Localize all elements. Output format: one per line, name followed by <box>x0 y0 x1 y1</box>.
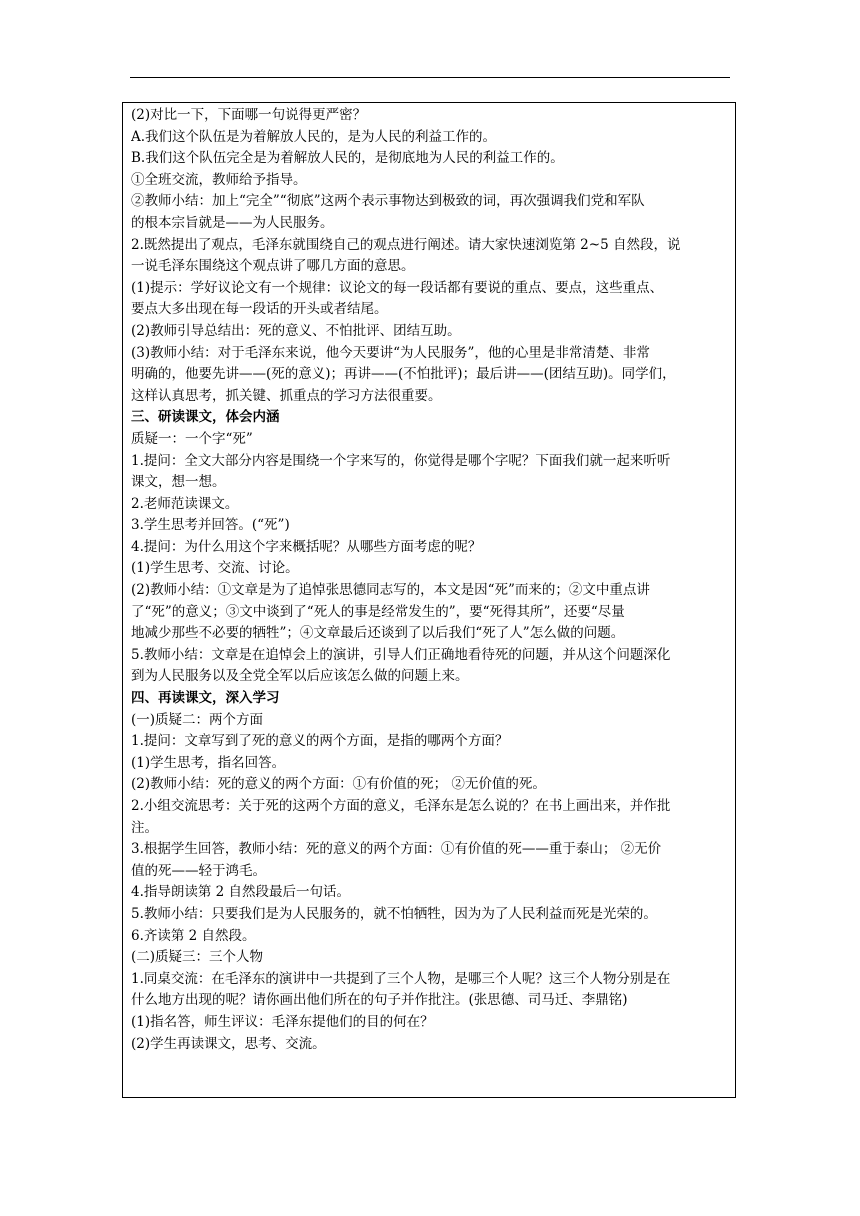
text-line: 课文，想一想。 <box>131 474 226 491</box>
text-line: 2.既然提出了观点，毛泽东就围绕自己的观点进行阐述。请大家快速浏览第 2~5 自然段，说 <box>131 236 681 253</box>
text-line: (二)质疑三：三个人物 <box>131 949 264 966</box>
text-line: (一)质疑二：两个方面 <box>131 711 264 728</box>
text-line: 2.小组交流思考：关于死的这两个方面的意义，毛泽东是怎么说的？在书上画出来，并作批 <box>131 798 671 814</box>
section-heading: 三、研读课文，体会内涵 <box>131 409 280 426</box>
text-line: (1)学生思考、交流、讨论。 <box>131 560 299 577</box>
text-line: (1)指名答，师生评议：毛泽东提他们的目的何在？ <box>131 1013 434 1030</box>
text-line: 3.根据学生回答，教师小结：死的意义的两个方面：①有价值的死——重于泰山； ②无价 <box>131 841 662 858</box>
header-rule <box>130 77 730 78</box>
lesson-plan-table-cell <box>122 102 736 1098</box>
text-line: ①全班交流，教师给予指导。 <box>131 171 307 188</box>
lesson-text <box>131 105 729 1055</box>
text-line: 什么地方出现的呢？请你画出他们所在的句子并作批注。(张思德、司马迁、李鼎铭) <box>131 992 628 1009</box>
text-line: (2)学生再读课文，思考、交流。 <box>131 1035 326 1052</box>
text-line: 值的死——轻于鸿毛。 <box>131 862 266 879</box>
text-line: 5.教师小结：只要我们是为人民服务的，就不怕牺牲，因为为了人民利益而死是光荣的。 <box>131 905 657 922</box>
text-line: ②教师小结：加上“完全”“彻底”这两个表示事物达到极致的词，再次强调我们党和军队 <box>131 193 645 210</box>
text-line: 2.老师范读课文。 <box>131 495 239 512</box>
text-line: 注。 <box>131 819 158 836</box>
text-line: 4.指导朗读第 2 自然段最后一句话。 <box>131 884 351 901</box>
text-line: (2)教师小结：①文章是为了追悼张思德同志写的，本文是因“死”而来的；②文中重点讲 <box>131 582 650 599</box>
text-line: (3)教师小结：对于毛泽东来说，他今天要讲“为人民服务”，他的心里是非常清楚、非常 <box>131 344 650 361</box>
text-line: 要点大多出现在每一段话的开头或者结尾。 <box>131 301 388 318</box>
text-line: 了“死”的意义；③文中谈到了“死人的事是经常发生的”，要“死得其所”，还要“尽量 <box>131 603 625 620</box>
text-line: 地减少那些不必要的牺牲”；④文章最后还谈到了以后我们“死了人”怎么做的问题。 <box>131 625 625 642</box>
text-line: 的根本宗旨就是——为人民服务。 <box>131 214 334 231</box>
text-line: 3.学生思考并回答。(“死”) <box>131 517 290 534</box>
text-line: 到为人民服务以及全党全军以后应该怎么做的问题上来。 <box>131 668 469 685</box>
text-line: 这样认真思考，抓关键、抓重点的学习方法很重要。 <box>131 387 442 404</box>
text-line: 明确的，他要先讲——(死的意义)；再讲——(不怕批评)；最后讲——(团结互助)。同学们， <box>131 366 676 383</box>
text-line: 质疑一：一个字“死” <box>131 430 253 447</box>
text-line: B.我们这个队伍完全是为着解放人民的，是彻底地为人民的利益工作的。 <box>131 150 564 167</box>
text-line: 6.齐读第 2 自然段。 <box>131 927 256 944</box>
text-line: 1.同桌交流：在毛泽东的演讲中一共提到了三个人物，是哪三个人呢？这三个人物分别是在 <box>131 970 671 987</box>
text-line: A.我们这个队伍是为着解放人民的，是为人民的利益工作的。 <box>131 128 497 145</box>
text-line: 1.提问：文章写到了死的意义的两个方面，是指的哪两个方面？ <box>131 733 509 750</box>
text-line: (1)提示：学好议论文有一个规律：议论文的每一段话都有要说的重点、要点，这些重点、 <box>131 279 664 296</box>
text-line: (1)学生思考，指名回答。 <box>131 754 286 771</box>
section-heading: 四、再读课文，深入学习 <box>131 690 280 707</box>
text-line: (2)教师小结：死的意义的两个方面：①有价值的死； ②无价值的死。 <box>131 776 546 793</box>
text-line: 4.提问：为什么用这个字来概括呢？从哪些方面考虑的呢？ <box>131 538 482 555</box>
text-line: 一说毛泽东围绕这个观点讲了哪几方面的意思。 <box>131 258 415 275</box>
text-line: (2)教师引导总结出：死的意义、不怕批评、团结互助。 <box>131 322 461 339</box>
text-line: (2)对比一下，下面哪一句说得更严密？ <box>131 107 367 123</box>
text-line: 1.提问：全文大部分内容是围绕一个字来写的，你觉得是哪个字呢？下面我们就一起来听听 <box>131 452 671 469</box>
text-line: 5.教师小结：文章是在追悼会上的演讲，引导人们正确地看待死的问题，并从这个问题深化 <box>131 646 671 663</box>
